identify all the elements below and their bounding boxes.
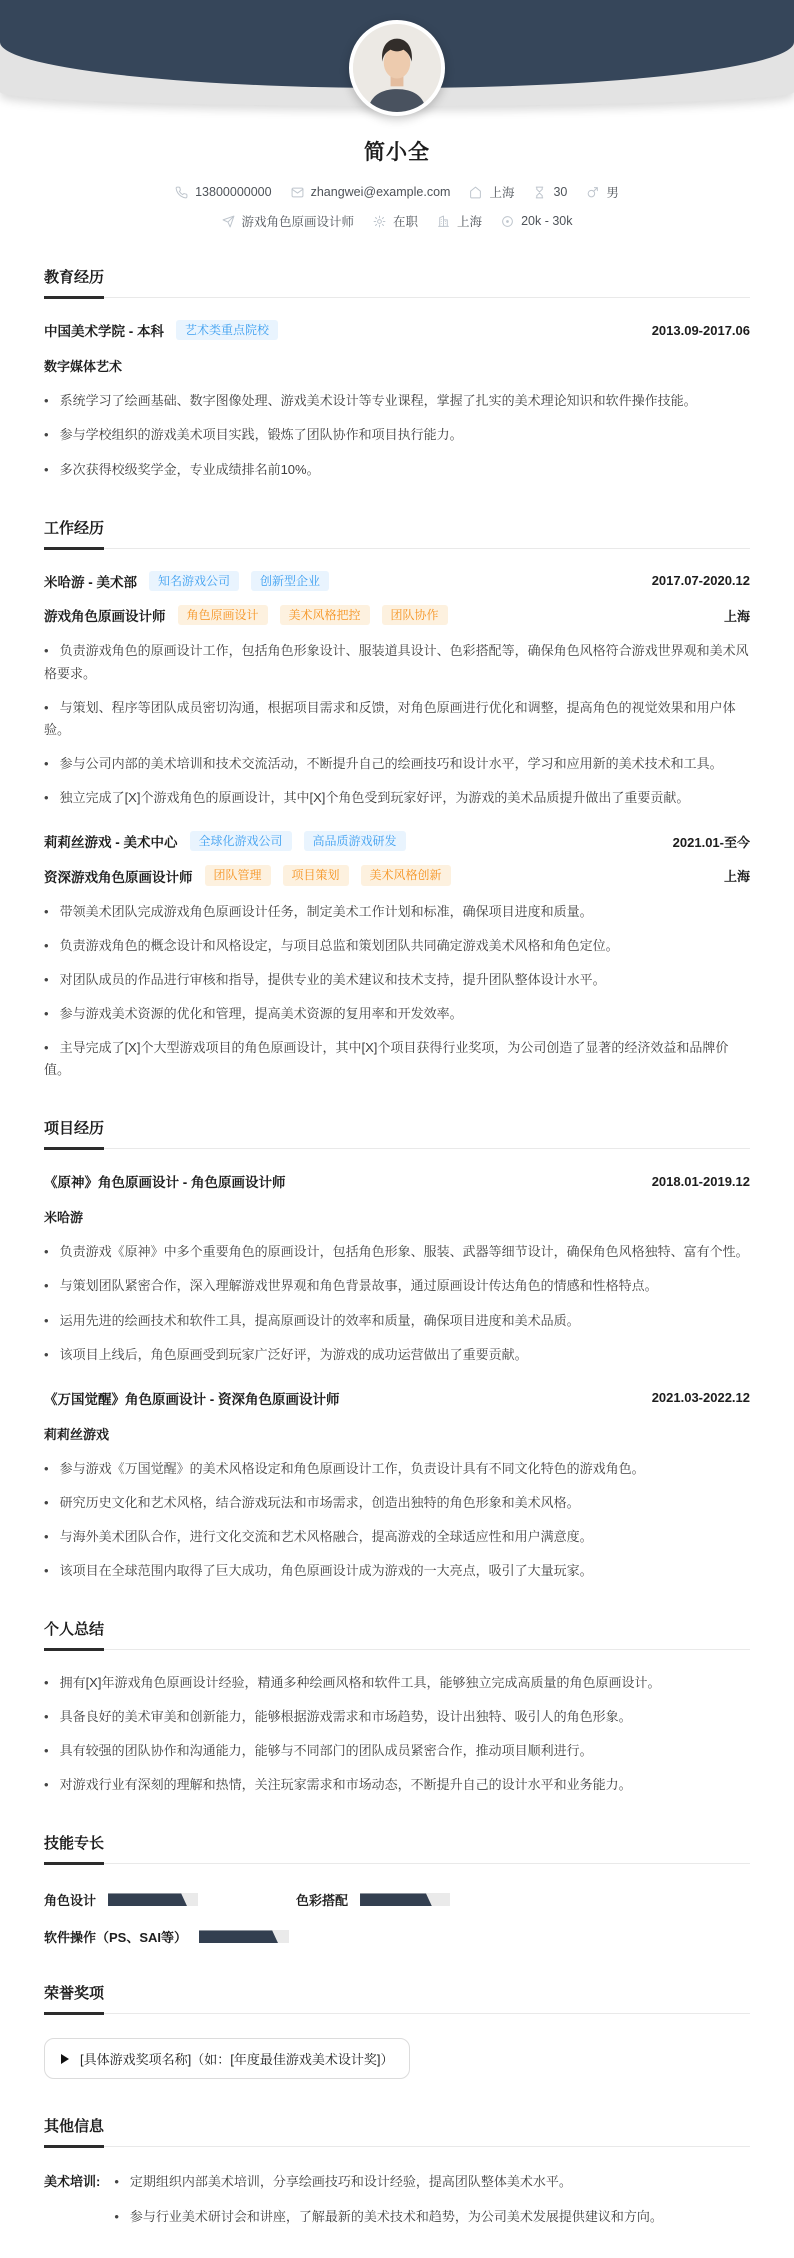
section-title-projects: 项目经历 [44, 1117, 104, 1150]
email-value: zhangwei@example.com [310, 185, 451, 199]
avatar [349, 20, 445, 116]
age-icon [533, 186, 546, 199]
skill-bar-fill [199, 1930, 278, 1943]
bullet-item: • 带领美术团队完成游戏角色原画设计任务，制定美术工作计划和标准，确保项目进度和质量。 [44, 901, 750, 923]
salary-target-icon [501, 215, 514, 228]
position-value: 游戏角色原画设计师 [241, 215, 355, 229]
skill-label: 色彩搭配 [296, 1893, 349, 1909]
home-icon [469, 186, 482, 199]
bullet-item: • 与策划团队紧密合作，深入理解游戏世界观和角色背景故事，通过原画设计传达角色的情感和性格特点。 [44, 1275, 750, 1297]
contact-job-status [373, 212, 418, 230]
school-tag: 艺术类重点院校 [176, 320, 278, 340]
work-bullets [44, 640, 750, 809]
contact-email [291, 185, 451, 199]
job-title: 资深游戏角色原画设计师 [44, 869, 193, 885]
bullet-item: • 对游戏行业有深刻的理解和热情，关注玩家需求和市场动态，不断提升自己的设计水平和业务能力。 [44, 1774, 750, 1796]
section-other [44, 2115, 750, 2227]
bullet-item: • 定期组织内部美术培训，分享绘画技巧和设计经验，提高团队整体美术水平。 [114, 2171, 750, 2193]
section-header [44, 1832, 750, 1864]
gender-value: 男 [606, 186, 619, 200]
contact-row-1 [0, 183, 794, 201]
home-city-value: 上海 [489, 186, 515, 200]
award-text: [具体游戏奖项名称]（如：[年度最佳游戏美术设计奖]） [80, 2052, 394, 2068]
bullet-item: • 负责游戏《原神》中多个重要角色的原画设计，包括角色形象、服装、武器等细节设计，确保角色风格独特、富有个性。 [44, 1241, 750, 1263]
bullet-item: • 多次获得校级奖学金，专业成绩排名前10%。 [44, 459, 750, 481]
contact-home [469, 183, 514, 201]
project-entry-1 [44, 1171, 750, 1365]
job-skill-tag: 角色原画设计 [178, 605, 268, 625]
company-name: 米哈游 - 美术部 [44, 574, 137, 590]
section-title-education: 教育经历 [44, 266, 104, 299]
section-honors [44, 1982, 750, 2079]
bullet-item: • 负责游戏角色的概念设计和风格设定，与项目总监和策划团队共同确定游戏美术风格和角色定位。 [44, 935, 750, 957]
contact-city [437, 212, 482, 230]
contact-gender [586, 183, 619, 201]
bullet-item: • 主导完成了[X]个大型游戏项目的角色原画设计，其中[X]个项目获得行业奖项，为公司创造了显著的经济效益和品牌价值。 [44, 1037, 750, 1081]
education-major: 数字媒体艺术 [44, 359, 123, 375]
bullet-item: • 具有较强的团队协作和沟通能力，能够与不同部门的团队成员紧密合作，推动项目顺利进行。 [44, 1740, 750, 1762]
project-company: 米哈游 [44, 1210, 84, 1226]
phone-value: 13800000000 [195, 185, 272, 199]
company-tag: 高品质游戏研发 [304, 831, 406, 851]
bullet-item: • 具备良好的美术审美和创新能力，能够根据游戏需求和市场趋势，设计出独特、吸引人的角色形象。 [44, 1706, 750, 1728]
skills-grid [44, 1890, 750, 1946]
contact-age [533, 185, 567, 199]
skill-bar-fill [360, 1893, 432, 1906]
skill-item [296, 1890, 750, 1909]
contact-salary [501, 214, 572, 228]
bullet-item: • 参与游戏《万国觉醒》的美术风格设定和角色原画设计工作，负责设计具有不同文化特色的游戏角色。 [44, 1458, 750, 1480]
skill-bar [108, 1893, 198, 1906]
bullet-item: • 与策划、程序等团队成员密切沟通，根据项目需求和反馈，对角色原画进行优化和调整，提高角色的视觉效果和用户体验。 [44, 697, 750, 741]
bullet-item: • 参与公司内部的美术培训和技术交流活动，不断提升自己的绘画技巧和设计水平，学习和应用新的美术技术和工具。 [44, 753, 750, 775]
project-date: 2018.01-2019.12 [651, 1173, 750, 1189]
bullet-item: • 对团队成员的作品进行审核和指导，提供专业的美术建议和技术支持，提升团队整体设计水平。 [44, 969, 750, 991]
project-company: 莉莉丝游戏 [44, 1426, 110, 1442]
expand-arrow-icon [61, 2054, 69, 2064]
header-banner [0, 0, 794, 106]
education-bullets [44, 390, 750, 480]
job-title: 游戏角色原画设计师 [44, 609, 166, 625]
other-info-row [44, 2171, 750, 2227]
age-value: 30 [553, 185, 568, 199]
section-title-work: 工作经历 [44, 517, 104, 550]
bullet-item: • 运用先进的绘画技术和软件工具，提高原画设计的效率和质量，确保项目进度和美术品质。 [44, 1310, 750, 1332]
other-bullets [114, 2171, 750, 2227]
skill-bar [199, 1930, 289, 1943]
section-title-skills: 技能专长 [44, 1832, 104, 1865]
bullet-item: • 参与学校组织的游戏美术项目实践，锻炼了团队协作和项目执行能力。 [44, 424, 750, 446]
company-tag: 创新型企业 [251, 571, 329, 591]
section-title-summary: 个人总结 [44, 1618, 104, 1651]
section-summary [44, 1618, 750, 1796]
company-tag: 全球化游戏公司 [190, 831, 292, 851]
bullet-item: • 该项目上线后，角色原画受到玩家广泛好评，为游戏的成功运营做出了重要贡献。 [44, 1344, 750, 1366]
bullet-item: • 该项目在全球范围内取得了巨大成功，角色原画设计成为游戏的一大亮点，吸引了大量玩家。 [44, 1560, 750, 1582]
work-location: 上海 [723, 869, 750, 885]
project-bullets [44, 1241, 750, 1365]
phone-icon [175, 186, 188, 199]
bullet-item: • 负责游戏角色的原画设计工作，包括角色形象设计、服装道具设计、色彩搭配等，确保角色风格符合游戏世界观和美术风格要求。 [44, 640, 750, 684]
bullet-item: • 研究历史文化和艺术风格，结合游戏玩法和市场需求，创造出独特的角色形象和美术风格。 [44, 1492, 750, 1514]
section-header [44, 1117, 750, 1149]
gender-icon [586, 186, 599, 199]
section-title-honors: 荣誉奖项 [44, 1982, 104, 2015]
work-date: 2017.07-2020.12 [651, 573, 750, 589]
job-skill-tag: 项目策划 [283, 865, 349, 885]
section-header [44, 1982, 750, 2014]
skill-label: 软件操作（PS、SAI等） [44, 1930, 188, 1946]
bullet-item: • 系统学习了绘画基础、数字图像处理、游戏美术设计等专业课程，掌握了扎实的美术理论知识和软件操作技能。 [44, 390, 750, 412]
section-header [44, 2115, 750, 2147]
work-entry-1 [44, 571, 750, 809]
summary-bullets [44, 1672, 750, 1796]
school-name: 中国美术学院 - 本科 [44, 324, 164, 340]
company-tag: 知名游戏公司 [149, 571, 239, 591]
section-header [44, 517, 750, 549]
project-title: 《万国觉醒》角色原画设计 - 资深角色原画设计师 [44, 1391, 340, 1407]
bullet-item: • 参与游戏美术资源的优化和管理，提高美术资源的复用率和开发效率。 [44, 1003, 750, 1025]
skill-item [44, 1890, 296, 1909]
project-title: 《原神》角色原画设计 - 角色原画设计师 [44, 1175, 286, 1191]
salary-value: 20k - 30k [521, 214, 573, 228]
section-education [44, 266, 750, 481]
mail-icon [291, 186, 304, 199]
award-item[interactable] [44, 2038, 410, 2079]
job-skill-tag: 团队管理 [205, 865, 271, 885]
bullet-item: • 参与行业美术研讨会和讲座，了解最新的美术技术和趋势，为公司美术发展提供建议和方向。 [114, 2206, 750, 2228]
education-entry [44, 320, 750, 481]
work-date: 2021.01-至今 [672, 834, 750, 850]
project-entry-2 [44, 1388, 750, 1582]
position-icon [222, 215, 235, 228]
contact-position [222, 212, 355, 230]
building-icon [437, 215, 450, 228]
contact-phone [175, 185, 271, 199]
section-header [44, 1618, 750, 1650]
project-date: 2021.03-2022.12 [651, 1390, 750, 1406]
project-bullets [44, 1458, 750, 1582]
bullet-item: • 与海外美术团队合作，进行文化交流和艺术风格融合，提高游戏的全球适应性和用户满意度。 [44, 1526, 750, 1548]
city-value: 上海 [457, 215, 483, 229]
company-name: 莉莉丝游戏 - 美术中心 [44, 835, 178, 851]
candidate-name: 简小全 [364, 141, 430, 164]
bullet-item: • 拥有[X]年游戏角色原画设计经验，精通多种绘画风格和软件工具，能够独立完成高质量的角色原画设计。 [44, 1672, 750, 1694]
section-header [44, 266, 750, 298]
skill-bar [360, 1893, 450, 1906]
skill-item [44, 1927, 296, 1946]
section-work [44, 517, 750, 1082]
skill-bar-fill [108, 1893, 187, 1906]
job-skill-tag: 美术风格创新 [361, 865, 451, 885]
section-skills [44, 1832, 750, 1946]
avatar-photo [353, 24, 441, 112]
job-skill-tag: 团队协作 [382, 605, 448, 625]
work-bullets [44, 901, 750, 1082]
bullet-item: • 独立完成了[X]个游戏角色的原画设计，其中[X]个角色受到玩家好评，为游戏的美术品质提升做出了重要贡献。 [44, 787, 750, 809]
job-skill-tag: 美术风格把控 [280, 605, 370, 625]
skill-label: 角色设计 [44, 1893, 97, 1909]
other-label: 美术培训: [44, 2174, 101, 2190]
section-projects [44, 1117, 750, 1582]
job-status-value: 在职 [393, 215, 419, 229]
work-location: 上海 [723, 608, 750, 624]
section-title-other: 其他信息 [44, 2115, 104, 2148]
resume-body [0, 266, 794, 2258]
work-entry-2 [44, 831, 750, 1081]
education-date: 2013.09-2017.06 [651, 322, 750, 338]
status-gear-icon [373, 215, 386, 228]
contact-row-2 [0, 212, 794, 230]
